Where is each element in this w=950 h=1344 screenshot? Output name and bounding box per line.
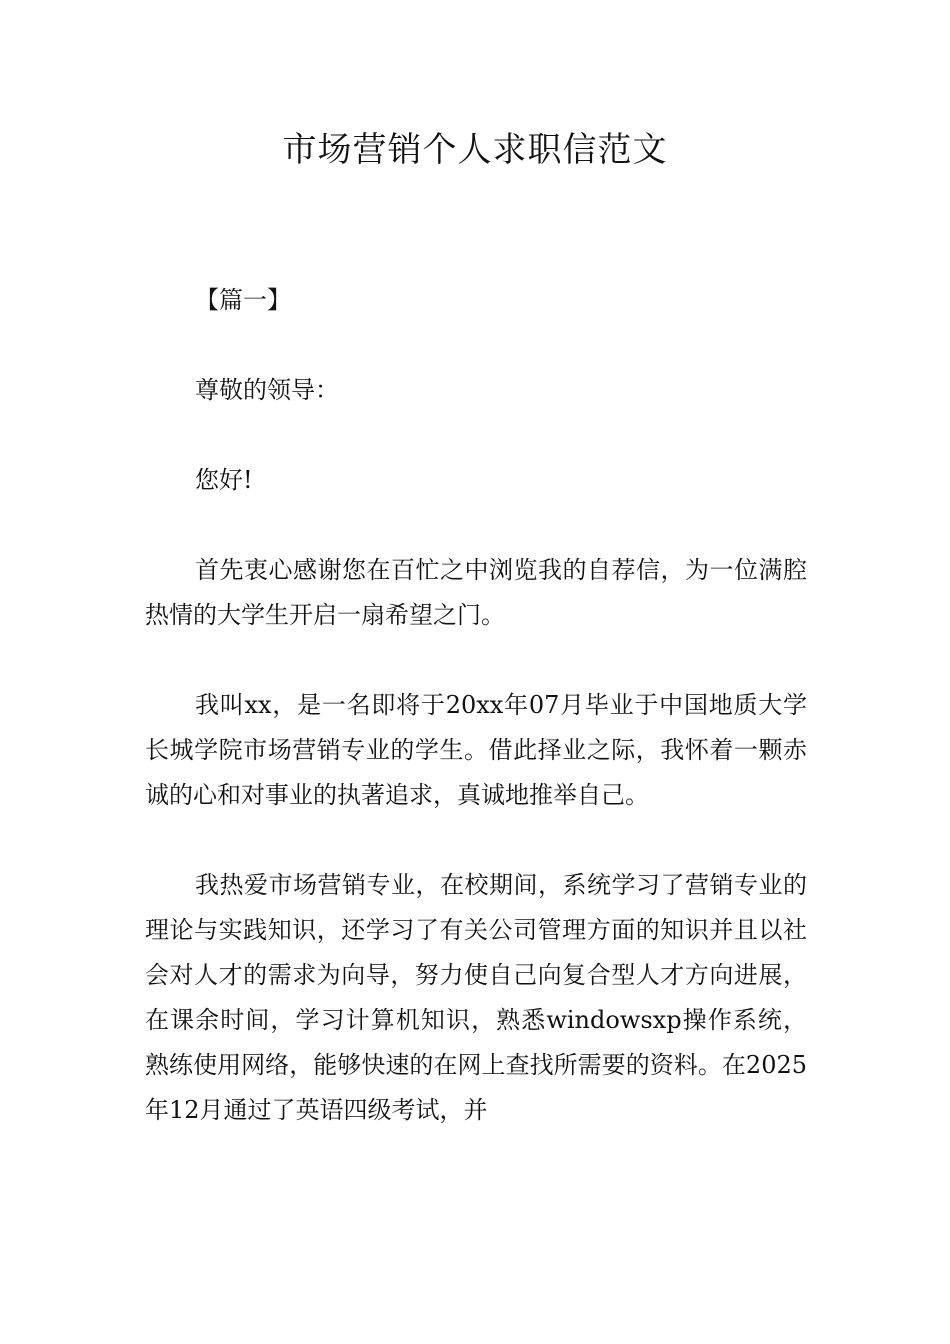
paragraph: 我叫xx，是一名即将于20xx年07月毕业于中国地质大学长城学院市场营销专业的学生。借此择业之际，我怀着一颗赤诚的心和对事业的执著追求，真诚地推举自己。 <box>145 691 807 809</box>
greeting: 您好! <box>195 466 253 494</box>
document-title: 市场营销个人求职信范文 <box>282 130 668 170</box>
section-label: 【篇一】 <box>195 286 291 314</box>
document-body <box>145 278 807 1178</box>
paragraph: 我热爱市场营销专业，在校期间，系统学习了营销专业的理论与实践知识，还学习了有关公司管理方面的知识并且以社会对人才的需求为向导，努力使自己向复合型人才方向进展，在课余时间，学习计算机知识，熟悉windowsxp操作系统，熟练使用网络，能够快速的在网上查找所需要的资料。在2025年12月通过了英语四级考试，并 <box>145 871 807 1124</box>
salutation: 尊敬的领导： <box>195 376 339 404</box>
paragraph: 首先衷心感谢您在百忙之中浏览我的自荐信，为一位满腔热情的大学生开启一扇希望之门。 <box>145 556 807 629</box>
